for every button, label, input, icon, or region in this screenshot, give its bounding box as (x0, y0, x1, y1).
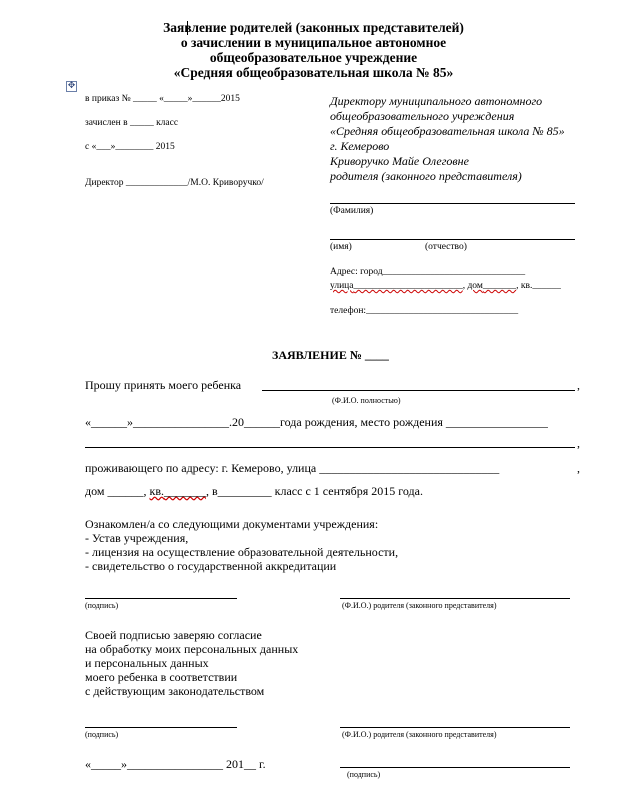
house-word: дом (85, 484, 105, 498)
parent-name-field-2[interactable] (340, 727, 570, 728)
title-line-4: «Средняя общеобразовательная школа № 85» (173, 65, 454, 80)
parent-label-1: (Ф.И.О.) родителя (законного представителя) (342, 601, 497, 610)
signature-field-2[interactable] (85, 727, 237, 728)
date-line: с «___»________ 2015 (85, 142, 175, 152)
acquainted-text: Ознакомлен/а со следующими документами учреждения: (85, 517, 379, 531)
director-line: Директор _____________/М.О. Криворучко/ (85, 178, 264, 188)
title-line-1: Заявление родителей (законных представителей) (163, 20, 464, 35)
enrolled-line: зачислен в _____ класс (85, 118, 179, 128)
address-street-row: улица_______________________, дом_______, кв.______ (330, 281, 561, 291)
residence-line: проживающего по адресу: г. Кемерово, улица ______________________________ (85, 461, 500, 475)
date-field: «_____»________________ 201__ г. (85, 757, 266, 771)
consent-line-1: Своей подписью заверяю согласие (85, 628, 262, 642)
comma-3: , (577, 461, 580, 475)
addressee-line-4: г. Кемерово (330, 139, 390, 153)
request-text: Прошу принять моего ребенка (85, 378, 242, 392)
comma-2: , (577, 436, 580, 450)
signature-label-3: (подпись) (347, 770, 381, 779)
consent-line-2: на обработку моих персональных данных (85, 642, 299, 656)
birth-line: «______»________________.20______года рождения, место рождения _________________ (85, 415, 548, 429)
patronymic-label: (отчество) (425, 242, 467, 252)
address-city: Адрес: город______________________________ (330, 267, 526, 277)
consent-line-4: моего ребенка в соответствии (85, 670, 238, 684)
doc-item-2: - лицензия на осуществление образовательной деятельности, (85, 545, 399, 559)
doc-item-3: - свидетельство о государственной аккредитации (85, 559, 337, 573)
order-line: в приказ № _____ «_____»______2015 (85, 94, 240, 104)
birthplace-continuation-line[interactable] (85, 447, 575, 448)
signature-field-3[interactable] (340, 767, 570, 768)
statement-title: ЗАЯВЛЕНИЕ № ____ (272, 348, 389, 362)
house-class-row: дом ______, кв._______, в_________ класс с 1 сентября 2015 года. (85, 484, 423, 498)
comma-1: , (577, 378, 580, 392)
addressee-line-6: родителя (законного представителя) (330, 169, 522, 183)
consent-line-5: с действующим законодательством (85, 684, 265, 698)
signature-field-1[interactable] (85, 598, 237, 599)
parent-label-2: (Ф.И.О.) родителя (законного представителя) (342, 730, 497, 739)
parent-name-field-1[interactable] (340, 598, 570, 599)
phone-line: телефон:________________________________ (330, 306, 519, 316)
apt-word: кв. (149, 484, 164, 498)
addressee-line-3: «Средняя общеобразовательная школа № 85» (330, 124, 565, 138)
title-line-2: о зачислении в муниципальное автономное (180, 35, 447, 50)
house-label: дом (467, 281, 483, 291)
table-move-handle-icon[interactable]: ✥ (67, 81, 76, 91)
signature-label-1: (подпись) (85, 601, 119, 610)
class-text: класс с 1 сентября 2015 года. (274, 484, 423, 498)
class-word: в (211, 484, 218, 498)
street-label: улица (330, 281, 354, 291)
surname-label: (Фамилия) (330, 206, 374, 216)
child-name-field[interactable] (262, 390, 575, 391)
doc-item-1: - Устав учреждения, (85, 531, 189, 545)
addressee-line-1: Директору муниципального автономного (330, 94, 543, 108)
signature-label-2: (подпись) (85, 730, 119, 739)
consent-line-3: и персональных данных (85, 656, 209, 670)
fio-hint: (Ф.И.О. полностью) (332, 396, 401, 405)
title-line-3: общеобразовательное учреждение (209, 50, 418, 65)
surname-field-line[interactable] (330, 203, 575, 204)
name-label: (имя) (330, 242, 352, 252)
name-field-line[interactable] (330, 239, 575, 240)
addressee-line-2: общеобразовательного учреждения (330, 109, 515, 123)
addressee-line-5: Криворучко Майе Олеговне (330, 154, 469, 168)
apt-label: кв. (520, 281, 533, 291)
